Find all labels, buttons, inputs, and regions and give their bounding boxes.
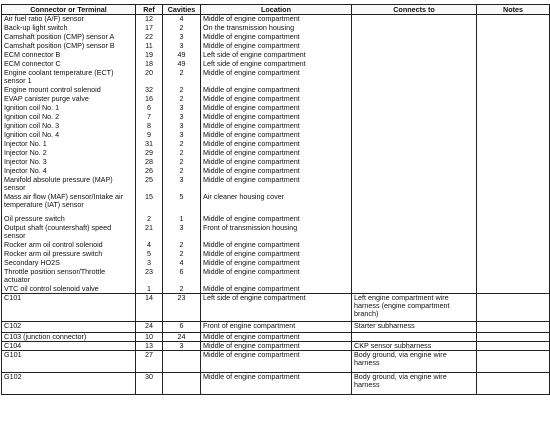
cell-connects-to (352, 15, 477, 24)
cell-ref: 14 (136, 294, 163, 322)
cell-connects-to (352, 86, 477, 95)
cell-location: Left side of engine compartment (201, 60, 352, 69)
cell-connector: C101 (2, 294, 136, 322)
cell-connector: C102 (2, 322, 136, 333)
cell-ref: 21 (136, 224, 163, 241)
cell-connector: Camshaft position (CMP) sensor B (2, 42, 136, 51)
table-row (2, 215, 550, 224)
cell-location: Middle of engine compartment (201, 285, 352, 294)
cell-cavities: 2 (163, 69, 201, 86)
cell-notes (477, 149, 550, 158)
cell-connector: Oil pressure switch (2, 215, 136, 224)
cell-cavities: 23 (163, 294, 201, 322)
cell-connector: Rocker arm oil pressure switch (2, 250, 136, 259)
cell-notes (477, 193, 550, 215)
cell-location: Middle of engine compartment (201, 215, 352, 224)
cell-connects-to (352, 224, 477, 241)
cell-ref: 6 (136, 104, 163, 113)
cell-ref: 10 (136, 333, 163, 342)
cell-cavities: 2 (163, 167, 201, 176)
cell-connector: EVAP canister purge valve (2, 95, 136, 104)
table-row (2, 33, 550, 42)
cell-connects-to (352, 285, 477, 294)
cell-connects-to (352, 215, 477, 224)
cell-cavities: 2 (163, 285, 201, 294)
table-row (2, 285, 550, 294)
cell-location: Middle of engine compartment (201, 104, 352, 113)
cell-connects-to: Left engine compartment wire harness (engine compartment branch) (352, 294, 477, 322)
cell-ref: 31 (136, 140, 163, 149)
cell-connector: Back-up light switch (2, 24, 136, 33)
cell-connector: G102 (2, 373, 136, 395)
table-row (2, 294, 550, 322)
cell-connector: Throttle position sensor/Throttle actuator (2, 268, 136, 285)
cell-notes (477, 241, 550, 250)
cell-location: Air cleaner housing cover (201, 193, 352, 215)
cell-location: Middle of engine compartment (201, 95, 352, 104)
cell-location: Middle of engine compartment (201, 250, 352, 259)
cell-cavities: 2 (163, 95, 201, 104)
cell-location: Middle of engine compartment (201, 158, 352, 167)
cell-connects-to (352, 268, 477, 285)
cell-ref: 17 (136, 24, 163, 33)
table-row (2, 24, 550, 33)
table-row (2, 167, 550, 176)
cell-cavities: 3 (163, 131, 201, 140)
cell-connector: Output shaft (countershaft) speed sensor (2, 224, 136, 241)
cell-notes (477, 158, 550, 167)
cell-connector: Air fuel ratio (A/F) sensor (2, 15, 136, 24)
cell-cavities: 3 (163, 33, 201, 42)
cell-cavities: 3 (163, 113, 201, 122)
cell-connector: Engine mount control solenoid (2, 86, 136, 95)
cell-connector: Ignition coil No. 4 (2, 131, 136, 140)
cell-connects-to (352, 167, 477, 176)
header-notes: Notes (477, 5, 550, 15)
table-row (2, 69, 550, 86)
header-connects-to: Connects to (352, 5, 477, 15)
cell-notes (477, 259, 550, 268)
cell-ref: 5 (136, 250, 163, 259)
cell-connector: Injector No. 2 (2, 149, 136, 158)
table-row (2, 351, 550, 373)
table-row (2, 241, 550, 250)
cell-cavities: 5 (163, 193, 201, 215)
cell-ref: 20 (136, 69, 163, 86)
cell-cavities: 49 (163, 60, 201, 69)
cell-notes (477, 215, 550, 224)
cell-connects-to (352, 333, 477, 342)
cell-connector: Ignition coil No. 3 (2, 122, 136, 131)
cell-ref: 24 (136, 322, 163, 333)
cell-notes (477, 322, 550, 333)
cell-ref: 29 (136, 149, 163, 158)
cell-notes (477, 342, 550, 351)
cell-notes (477, 60, 550, 69)
cell-location: Middle of engine compartment (201, 42, 352, 51)
cell-notes (477, 333, 550, 342)
cell-cavities (163, 351, 201, 373)
cell-ref: 1 (136, 285, 163, 294)
cell-ref: 12 (136, 15, 163, 24)
cell-cavities: 49 (163, 51, 201, 60)
cell-ref: 23 (136, 268, 163, 285)
table-header (2, 5, 550, 15)
table-row (2, 104, 550, 113)
cell-cavities: 1 (163, 215, 201, 224)
cell-connector: G101 (2, 351, 136, 373)
cell-notes (477, 285, 550, 294)
cell-connects-to (352, 113, 477, 122)
cell-notes (477, 104, 550, 113)
cell-notes (477, 113, 550, 122)
cell-ref: 7 (136, 113, 163, 122)
table-row (2, 131, 550, 140)
cell-location: Left side of engine compartment (201, 51, 352, 60)
cell-notes (477, 351, 550, 373)
cell-cavities: 6 (163, 322, 201, 333)
cell-location: Front of transmission housing (201, 224, 352, 241)
cell-notes (477, 250, 550, 259)
cell-notes (477, 167, 550, 176)
cell-notes (477, 140, 550, 149)
cell-connects-to (352, 241, 477, 250)
cell-ref: 19 (136, 51, 163, 60)
table-row (2, 113, 550, 122)
cell-location: Middle of engine compartment (201, 122, 352, 131)
cell-location: Middle of engine compartment (201, 140, 352, 149)
cell-ref: 2 (136, 215, 163, 224)
cell-notes (477, 51, 550, 60)
table-body (2, 15, 550, 395)
cell-notes (477, 69, 550, 86)
header-cavities: Cavities (163, 5, 201, 15)
cell-cavities: 2 (163, 140, 201, 149)
cell-ref: 22 (136, 33, 163, 42)
cell-location: Front of engine compartment (201, 322, 352, 333)
table-row (2, 60, 550, 69)
cell-location: Middle of engine compartment (201, 113, 352, 122)
table-row (2, 15, 550, 24)
cell-notes (477, 33, 550, 42)
cell-notes (477, 268, 550, 285)
cell-cavities: 2 (163, 250, 201, 259)
cell-connects-to (352, 193, 477, 215)
cell-location: Middle of engine compartment (201, 333, 352, 342)
cell-connects-to (352, 42, 477, 51)
table-row (2, 51, 550, 60)
header-connector: Connector or Terminal (2, 5, 136, 15)
cell-ref: 8 (136, 122, 163, 131)
cell-connector: Engine coolant temperature (ECT) sensor 1 (2, 69, 136, 86)
cell-location: On the transmission housing (201, 24, 352, 33)
cell-connects-to: Body ground, via engine wire harness (352, 351, 477, 373)
cell-cavities: 2 (163, 241, 201, 250)
cell-connects-to: CKP sensor subharness (352, 342, 477, 351)
cell-connector: Manifold absolute pressure (MAP) sensor (2, 176, 136, 193)
cell-ref: 9 (136, 131, 163, 140)
table-row (2, 86, 550, 95)
cell-connector: C104 (2, 342, 136, 351)
cell-cavities: 3 (163, 42, 201, 51)
table-row (2, 224, 550, 241)
cell-cavities: 4 (163, 15, 201, 24)
cell-connector: Injector No. 4 (2, 167, 136, 176)
table-row (2, 259, 550, 268)
cell-connects-to (352, 51, 477, 60)
table-row (2, 373, 550, 395)
table-row (2, 193, 550, 215)
table-row (2, 322, 550, 333)
cell-cavities: 3 (163, 176, 201, 193)
cell-connects-to (352, 104, 477, 113)
cell-location: Middle of engine compartment (201, 176, 352, 193)
cell-connector: Mass air flow (MAF) sensor/Intake air temperature (IAT) sensor (2, 193, 136, 215)
cell-connects-to (352, 95, 477, 104)
cell-connector: Rocker arm oil control solenoid (2, 241, 136, 250)
cell-location: Middle of engine compartment (201, 15, 352, 24)
cell-connects-to (352, 149, 477, 158)
cell-ref: 28 (136, 158, 163, 167)
cell-connects-to (352, 69, 477, 86)
header-ref: Ref (136, 5, 163, 15)
cell-location: Middle of engine compartment (201, 241, 352, 250)
cell-location: Middle of engine compartment (201, 86, 352, 95)
cell-connects-to (352, 250, 477, 259)
cell-location: Middle of engine compartment (201, 351, 352, 373)
table-row (2, 149, 550, 158)
cell-location: Middle of engine compartment (201, 268, 352, 285)
cell-connector: VTC oil control solenoid valve (2, 285, 136, 294)
cell-connects-to (352, 176, 477, 193)
cell-notes (477, 24, 550, 33)
cell-connector: Camshaft position (CMP) sensor A (2, 33, 136, 42)
cell-location: Middle of engine compartment (201, 342, 352, 351)
cell-cavities: 2 (163, 158, 201, 167)
cell-notes (477, 224, 550, 241)
cell-notes (477, 373, 550, 395)
cell-connects-to (352, 140, 477, 149)
cell-ref: 15 (136, 193, 163, 215)
cell-connects-to (352, 60, 477, 69)
cell-cavities: 24 (163, 333, 201, 342)
cell-cavities: 4 (163, 259, 201, 268)
cell-location: Middle of engine compartment (201, 33, 352, 42)
cell-connector: ECM connector B (2, 51, 136, 60)
cell-connects-to (352, 259, 477, 268)
table-row (2, 342, 550, 351)
cell-location: Middle of engine compartment (201, 149, 352, 158)
cell-connector: Secondary HO2S (2, 259, 136, 268)
cell-location: Middle of engine compartment (201, 167, 352, 176)
cell-connector: Injector No. 1 (2, 140, 136, 149)
cell-connector: Ignition coil No. 1 (2, 104, 136, 113)
cell-connector: ECM connector C (2, 60, 136, 69)
cell-cavities: 2 (163, 24, 201, 33)
cell-connects-to: Starter subharness (352, 322, 477, 333)
table-row (2, 42, 550, 51)
table-row (2, 140, 550, 149)
cell-location: Middle of engine compartment (201, 131, 352, 140)
cell-ref: 16 (136, 95, 163, 104)
cell-connects-to (352, 131, 477, 140)
cell-location: Middle of engine compartment (201, 69, 352, 86)
cell-location: Left side of engine compartment (201, 294, 352, 322)
table-row (2, 95, 550, 104)
cell-notes (477, 294, 550, 322)
cell-notes (477, 131, 550, 140)
cell-ref: 27 (136, 351, 163, 373)
cell-connector: C103 (junction connector) (2, 333, 136, 342)
cell-ref: 18 (136, 60, 163, 69)
table-row (2, 333, 550, 342)
cell-notes (477, 176, 550, 193)
connector-table (1, 4, 550, 395)
cell-connector: Injector No. 3 (2, 158, 136, 167)
cell-cavities: 3 (163, 104, 201, 113)
cell-connects-to (352, 33, 477, 42)
cell-connects-to (352, 158, 477, 167)
cell-cavities: 6 (163, 268, 201, 285)
table-row (2, 250, 550, 259)
cell-connector: Ignition coil No. 2 (2, 113, 136, 122)
cell-ref: 11 (136, 42, 163, 51)
cell-cavities (163, 373, 201, 395)
cell-connects-to: Body ground, via engine wire harness (352, 373, 477, 395)
table-row (2, 158, 550, 167)
table-row (2, 176, 550, 193)
table-row (2, 122, 550, 131)
cell-cavities: 2 (163, 149, 201, 158)
cell-ref: 3 (136, 259, 163, 268)
cell-notes (477, 95, 550, 104)
cell-ref: 25 (136, 176, 163, 193)
cell-ref: 4 (136, 241, 163, 250)
cell-cavities: 3 (163, 122, 201, 131)
table-row (2, 268, 550, 285)
cell-ref: 32 (136, 86, 163, 95)
cell-connects-to (352, 122, 477, 131)
cell-ref: 26 (136, 167, 163, 176)
header-location: Location (201, 5, 352, 15)
cell-cavities: 3 (163, 342, 201, 351)
cell-location: Middle of engine compartment (201, 373, 352, 395)
cell-notes (477, 122, 550, 131)
cell-notes (477, 15, 550, 24)
cell-notes (477, 86, 550, 95)
cell-location: Middle of engine compartment (201, 259, 352, 268)
cell-ref: 30 (136, 373, 163, 395)
cell-cavities: 3 (163, 224, 201, 241)
cell-connects-to (352, 24, 477, 33)
cell-ref: 13 (136, 342, 163, 351)
cell-cavities: 2 (163, 86, 201, 95)
cell-notes (477, 42, 550, 51)
